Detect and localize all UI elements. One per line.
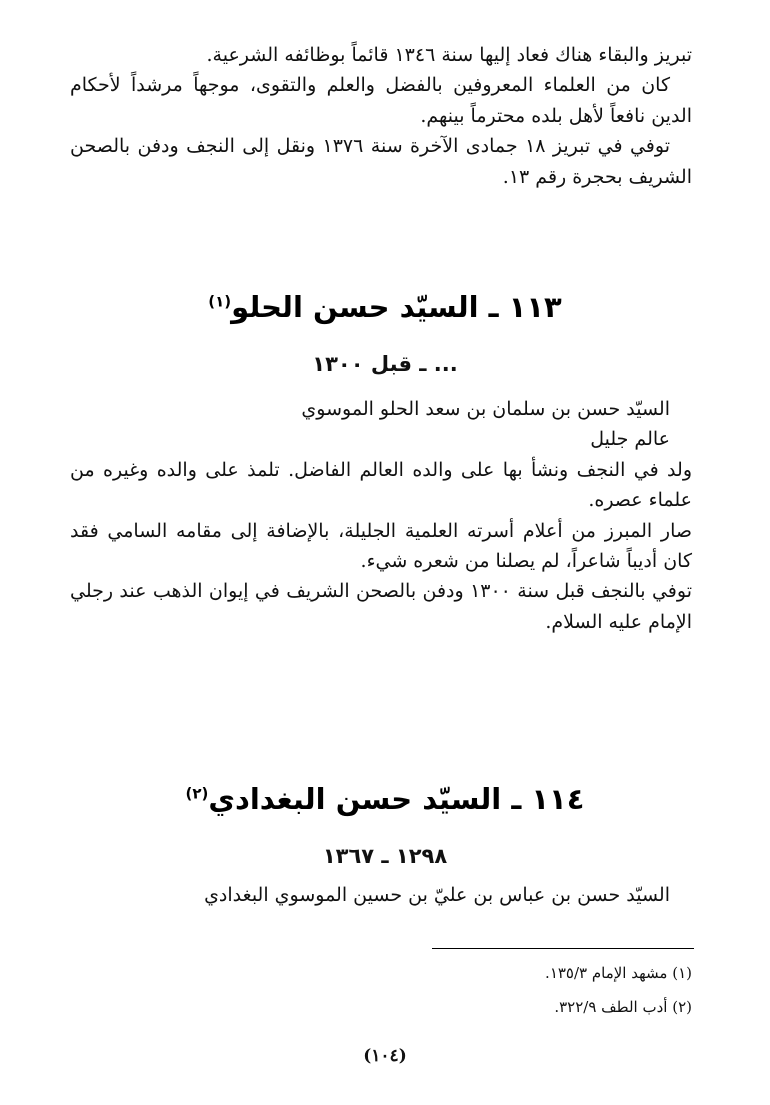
entry-113-years: ... ـ قبل ١٣٠٠ (312, 352, 458, 376)
page-number: (١٠٤) (363, 1046, 407, 1066)
intro-paragraph-3: توفي في تبريز ١٨ جمادى الآخرة سنة ١٣٧٦ ونقل إلى النجف ودفن بالصحن الشريف بحجرة رقم ١٣. (70, 135, 692, 188)
entry-113-paragraph-2: عالم جليل (590, 428, 670, 451)
footnote-ref-1: (١) (208, 292, 232, 311)
footnote-ref-2: (٢) (185, 784, 209, 803)
entry-114-body (70, 880, 692, 910)
entry-114-paragraph-1: السيّد حسن بن عباس بن عليّ بن حسين الموسوي البغدادي (204, 884, 670, 906)
entry-113-paragraph-5: توفي بالنجف قبل سنة ١٣٠٠ ودفن بالصحن الشريف في إيوان الذهب عند رجلي الإمام عليه السلام. (70, 580, 692, 633)
footnote-2: (٢) أدب الطف ٣٢٢/٩. (554, 998, 692, 1016)
entry-113-paragraph-4: صار المبرز من أعلام أسرته العلمية الجليلة، بالإضافة إلى مقامه السامي فقد كان أديباً شاعراً، لم يصلنا من شعره شيء. (70, 519, 692, 572)
entry-113-body (70, 394, 692, 637)
entry-114-heading (0, 782, 770, 816)
intro-paragraph-1: تبريز والبقاء هناك فعاد إليها سنة ١٣٤٦ قائماً بوظائفه الشرعية. (206, 44, 692, 66)
entry-113-title: ١١٣ ـ السيّد حسن الحلو (231, 290, 562, 324)
entry-113-paragraph-1: السيّد حسن بن سلمان بن سعد الحلو الموسوي (301, 398, 670, 420)
footnote-1: (١) مشهد الإمام ١٣٥/٣. (545, 964, 692, 982)
entry-114-title: ١١٤ ـ السيّد حسن البغدادي (208, 782, 585, 816)
intro-section (70, 40, 692, 192)
footnote-separator (432, 948, 694, 949)
intro-paragraph-2: كان من العلماء المعروفين بالفضل والعلم والتقوى، موجهاً مرشداً لأحكام الدين نافعاً لأهل بلده محترماً بينهم. (70, 74, 692, 127)
entry-113-paragraph-3: ولد في النجف ونشأ بها على والده العالم الفاضل. تلمذ على والده وغيره من علماء عصره. (70, 458, 692, 512)
entry-113-heading (0, 290, 770, 324)
entry-114-years: ١٢٩٨ ـ ١٣٦٧ (322, 844, 448, 868)
